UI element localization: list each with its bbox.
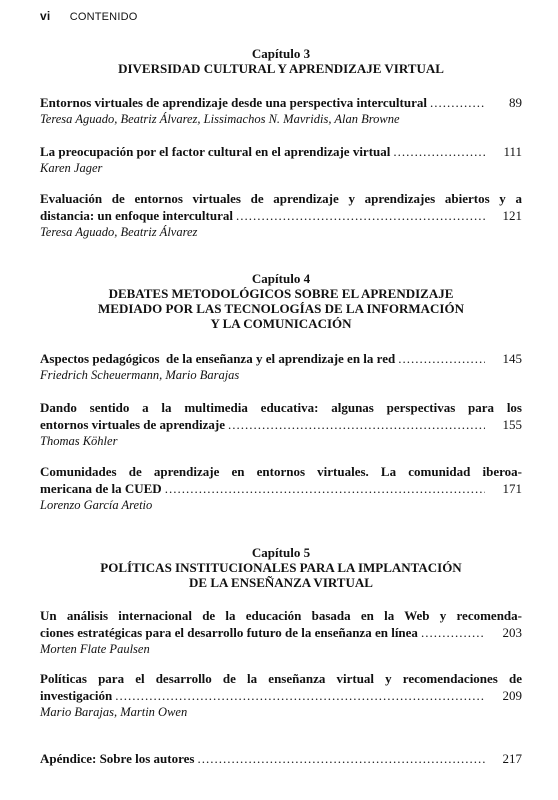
- appendix-title: Apéndice: Sobre los autores: [40, 751, 195, 766]
- entry-title: investigación: [40, 688, 113, 703]
- chapter-title-line-3: Y LA COMUNICACIÓN: [210, 316, 352, 331]
- toc-entry[interactable]: [40, 607, 522, 658]
- dot-leader: [236, 207, 485, 224]
- entry-authors: Morten Flate Paulsen: [40, 642, 150, 656]
- entry-authors: Lorenzo García Aretio: [40, 498, 153, 512]
- entry-authors: Friedrich Scheuermann, Mario Barajas: [40, 368, 240, 382]
- entry-title: La preocupación por el factor cultural en el aprendizaje virtual: [40, 144, 391, 159]
- entry-authors: Karen Jager: [40, 161, 103, 175]
- toc-entry[interactable]: [40, 399, 522, 450]
- entry-title-line-1: Un análisis internacional de la educación basada en la Web y recomenda-: [40, 608, 522, 623]
- entry-title: mericana de la CUED: [40, 481, 162, 496]
- dot-leader: [421, 624, 485, 641]
- toc-entry[interactable]: [40, 670, 522, 721]
- toc-entry[interactable]: [40, 190, 522, 241]
- toc-entry[interactable]: [40, 463, 522, 514]
- chapter-title-line-1: DEBATES METODOLÓGICOS SOBRE EL APRENDIZAJE: [108, 286, 454, 301]
- entry-title-line-1: Comunidades de aprendizaje en entornos virtuales. La comunidad iberoa-: [40, 464, 522, 479]
- entry-title: ciones estratégicas para el desarrollo futuro de la enseñanza en línea: [40, 625, 418, 640]
- entry-title: Aspectos pedagógicos de la enseñanza y el aprendizaje en la red: [40, 351, 396, 366]
- dot-leader: [398, 350, 485, 367]
- entry-page: 121: [502, 208, 522, 223]
- chapter-title-line-2: MEDIADO POR LAS TECNOLOGÍAS DE LA INFORMACIÓN: [98, 301, 464, 316]
- chapter-3-heading: [40, 46, 522, 76]
- dot-leader: [430, 94, 485, 111]
- entry-title-line-1: Políticas para el desarrollo de la enseñanza virtual y recomendaciones de: [40, 671, 522, 686]
- toc-entry[interactable]: [40, 350, 522, 384]
- toc-entry[interactable]: [40, 143, 522, 177]
- dot-leader: [197, 750, 485, 767]
- entry-title: distancia: un enfoque intercultural: [40, 208, 233, 223]
- chapter-5-heading: [40, 545, 522, 590]
- entry-page: 171: [502, 481, 522, 496]
- running-head-title: CONTENIDO: [69, 11, 138, 23]
- entry-title: Entornos virtuales de aprendizaje desde una perspectiva intercultural: [40, 95, 427, 110]
- entry-page: 155: [502, 417, 522, 432]
- chapter-title-line-2: DE LA ENSEÑANZA VIRTUAL: [189, 575, 373, 590]
- appendix-page: 217: [502, 751, 522, 766]
- chapter-title-line-1: POLÍTICAS INSTITUCIONALES PARA LA IMPLANTACIÓN: [100, 560, 462, 575]
- chapter-number: Capítulo 3: [251, 46, 311, 61]
- entry-authors: Teresa Aguado, Beatriz Álvarez, Lissimachos N. Mavridis, Alan Browne: [40, 112, 400, 126]
- chapter-number: Capítulo 5: [251, 545, 311, 560]
- entry-page: 145: [502, 351, 522, 366]
- toc-entry[interactable]: [40, 94, 522, 128]
- entry-page: 209: [502, 688, 522, 703]
- dot-leader: [165, 480, 485, 497]
- page-number: vi: [40, 9, 51, 23]
- toc-entry-appendix[interactable]: [40, 750, 522, 767]
- entry-authors: Teresa Aguado, Beatriz Álvarez: [40, 225, 198, 239]
- dot-leader: [228, 416, 485, 433]
- dot-leader: [115, 687, 485, 704]
- entry-authors: Thomas Köhler: [40, 434, 118, 448]
- entry-page: 89: [509, 95, 522, 110]
- running-head: [40, 9, 138, 23]
- entry-title-line-1: Dando sentido a la multimedia educativa: algunas perspectivas para los: [40, 400, 522, 415]
- entry-title-line-1: Evaluación de entornos virtuales de aprendizaje y aprendizajes abiertos y a: [40, 191, 522, 206]
- chapter-title: DIVERSIDAD CULTURAL Y APRENDIZAJE VIRTUAL: [118, 61, 444, 76]
- entry-title: entornos virtuales de aprendizaje: [40, 417, 225, 432]
- dot-leader: [393, 143, 485, 160]
- chapter-4-heading: [40, 271, 522, 331]
- entry-page: 111: [503, 144, 522, 159]
- entry-authors: Mario Barajas, Martin Owen: [40, 705, 188, 719]
- chapter-number: Capítulo 4: [251, 271, 311, 286]
- entry-page: 203: [502, 625, 522, 640]
